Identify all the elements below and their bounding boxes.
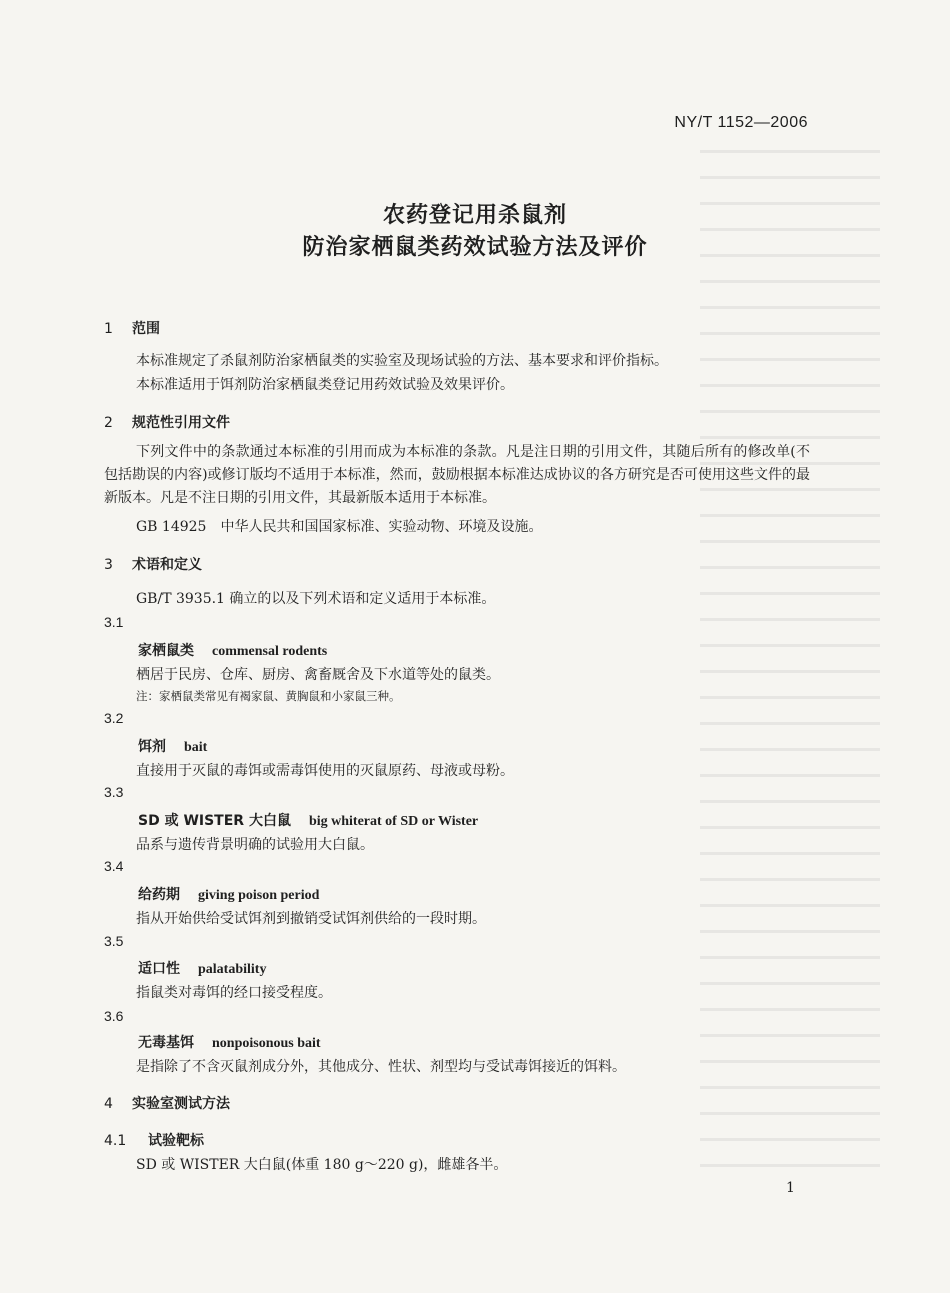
- term-zh: 给药期: [138, 887, 180, 903]
- term-3-1: [138, 640, 327, 660]
- term-zh: 家栖鼠类: [138, 643, 194, 659]
- term-zh: 适口性: [138, 961, 180, 977]
- term-3-3: [138, 810, 478, 830]
- term-en: commensal rodents: [212, 644, 328, 659]
- reference-gb14925: GB 14925 中华人民共和国国家标准、实验动物、环境及设施。: [136, 519, 543, 535]
- normative-references-paragraph: 下列文件中的条款通过本标准的引用而成为本标准的条款。凡是注日期的引用文件，其随后所有的修改单(不包括勘误的内容)或修订版均不适用于本标准，然而，鼓励根据本标准达成协议的各方研究是否可使用这些文件的最新版本。凡是不注日期的引用文件，其最新版本适用于本标准。: [104, 444, 810, 506]
- section-title: 术语和定义: [132, 557, 202, 573]
- subsection-number: 4.1: [104, 1133, 127, 1149]
- section-title: 实验室测试方法: [132, 1096, 230, 1112]
- term-3-6: [138, 1032, 321, 1052]
- term-en: nonpoisonous bait: [212, 1036, 321, 1051]
- term-zh: 饵剂: [138, 739, 166, 755]
- section-number: 2: [104, 415, 113, 431]
- term-3-2: [138, 736, 207, 756]
- term-3-4: [138, 884, 319, 904]
- term-number: 3.3: [104, 784, 124, 800]
- section-number: 1: [104, 321, 113, 337]
- terms-intro: GB/T 3935.1 确立的以及下列术语和定义适用于本标准。: [136, 591, 496, 607]
- subsection-title: 试验靶标: [148, 1133, 204, 1149]
- term-number: 3.5: [104, 933, 124, 949]
- term-number: 3.4: [104, 858, 124, 874]
- test-target-text: SD 或 WISTER 大白鼠(体重 180 g～220 g)，雌雄各半。: [136, 1157, 508, 1173]
- section-title: 范围: [132, 321, 160, 337]
- subsection-4-1-heading: [104, 1130, 204, 1150]
- section-4-heading: [104, 1093, 230, 1113]
- term-definition: 是指除了不含灭鼠剂成分外，其他成分、性状、剂型均与受试毒饵接近的饵料。: [136, 1059, 626, 1075]
- scope-line-2: 本标准适用于饵剂防治家栖鼠类登记用药效试验及效果评价。: [136, 377, 514, 393]
- page-number: 1: [786, 1180, 795, 1196]
- term-definition: 直接用于灭鼠的毒饵或需毒饵使用的灭鼠原药、母液或母粉。: [136, 763, 514, 779]
- term-en: big whiterat of SD or Wister: [308, 814, 479, 829]
- term-number: 3.1: [104, 614, 124, 630]
- term-zh: SD 或 WISTER 大白鼠: [138, 813, 291, 829]
- section-title: 规范性引用文件: [132, 415, 230, 431]
- term-number: 3.6: [104, 1008, 124, 1024]
- section-number: 3: [104, 557, 113, 573]
- term-definition: 指鼠类对毒饵的经口接受程度。: [136, 985, 332, 1001]
- term-definition: 栖居于民房、仓库、厨房、禽畜厩舍及下水道等处的鼠类。: [136, 667, 500, 683]
- term-zh: 无毒基饵: [138, 1035, 194, 1051]
- term-note: 注：家栖鼠类常见有褐家鼠、黄胸鼠和小家鼠三种。: [136, 689, 401, 703]
- document-number: NY/T 1152—2006: [674, 114, 808, 131]
- term-definition: 指从开始供给受试饵剂到撤销受试饵剂供给的一段时期。: [136, 911, 486, 927]
- term-en: giving poison period: [198, 888, 320, 903]
- term-en: bait: [184, 740, 208, 755]
- section-1-heading: [104, 318, 160, 338]
- bleed-through-texture: [700, 150, 880, 1170]
- term-definition: 品系与遗传背景明确的试验用大白鼠。: [136, 837, 374, 853]
- scope-line-1: 本标准规定了杀鼠剂防治家栖鼠类的实验室及现场试验的方法、基本要求和评价指标。: [136, 353, 668, 369]
- term-en: palatability: [198, 962, 267, 977]
- term-number: 3.2: [104, 710, 124, 726]
- section-2-heading: [104, 412, 230, 432]
- term-3-5: [138, 958, 266, 978]
- title-line-1: 农药登记用杀鼠剂: [382, 203, 567, 228]
- section-3-heading: [104, 554, 202, 574]
- title-line-2: 防治家栖鼠类药效试验方法及评价: [302, 235, 648, 260]
- section-number: 4: [104, 1096, 113, 1112]
